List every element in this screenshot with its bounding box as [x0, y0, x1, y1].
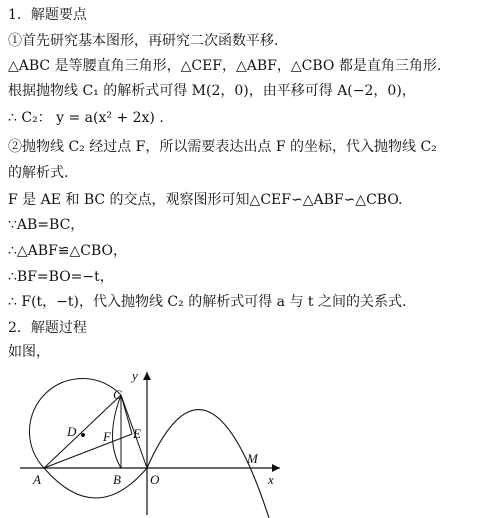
- label-x: x: [268, 472, 274, 487]
- label-E: E: [133, 426, 141, 441]
- line-14: 如图，: [8, 344, 50, 360]
- label-A: A: [33, 472, 41, 487]
- curve-C2-lower: [44, 468, 147, 498]
- line-10: ∴△ABF≌△CBO，: [8, 243, 128, 259]
- line-11: ∴BF=BO=−t，: [8, 269, 114, 285]
- label-M: M: [247, 451, 258, 466]
- line-1: 1．解题要点: [8, 7, 87, 23]
- point-D: [81, 433, 85, 437]
- line-13: 2．解题过程: [8, 320, 87, 336]
- label-C: C: [113, 387, 122, 402]
- line-5: ∴ C₂： y = a(x² + 2x) .: [8, 110, 164, 126]
- label-B: B: [113, 472, 121, 487]
- label-O: O: [150, 472, 160, 487]
- label-y: y: [132, 368, 138, 383]
- line-4: 根据抛物线 C₁ 的解析式可得 M(2，0)，由平移可得 A(−2，0)，: [8, 83, 416, 99]
- line-12: ∴ F(t，−t)，代入抛物线 C₂ 的解析式可得 a 与 t 之间的关系式.: [8, 294, 407, 310]
- label-D: D: [67, 424, 77, 439]
- curve-C2-left: [113, 395, 122, 468]
- line-8: F 是 AE 和 BC 的交点，观察图形可知△CEF∽△ABF∽△CBO.: [8, 192, 403, 208]
- line-6: ②抛物线 C₂ 经过点 F，所以需要表达出点 F 的坐标，代入抛物线 C₂: [8, 139, 437, 155]
- y-axis-arrow: [143, 372, 151, 380]
- segment-CE: [121, 395, 132, 434]
- line-3: △ABC 是等腰直角三角形，△CEF，△ABF，△CBO 都是直角三角形.: [8, 58, 442, 74]
- line-7: 的解析式.: [8, 165, 69, 181]
- label-F: F: [103, 429, 111, 444]
- line-2: ①首先研究基本图形，再研究二次函数平移.: [8, 33, 279, 49]
- x-axis-arrow: [272, 464, 280, 472]
- line-9: ∵AB=BC，: [8, 217, 85, 233]
- geometry-figure: [0, 350, 497, 518]
